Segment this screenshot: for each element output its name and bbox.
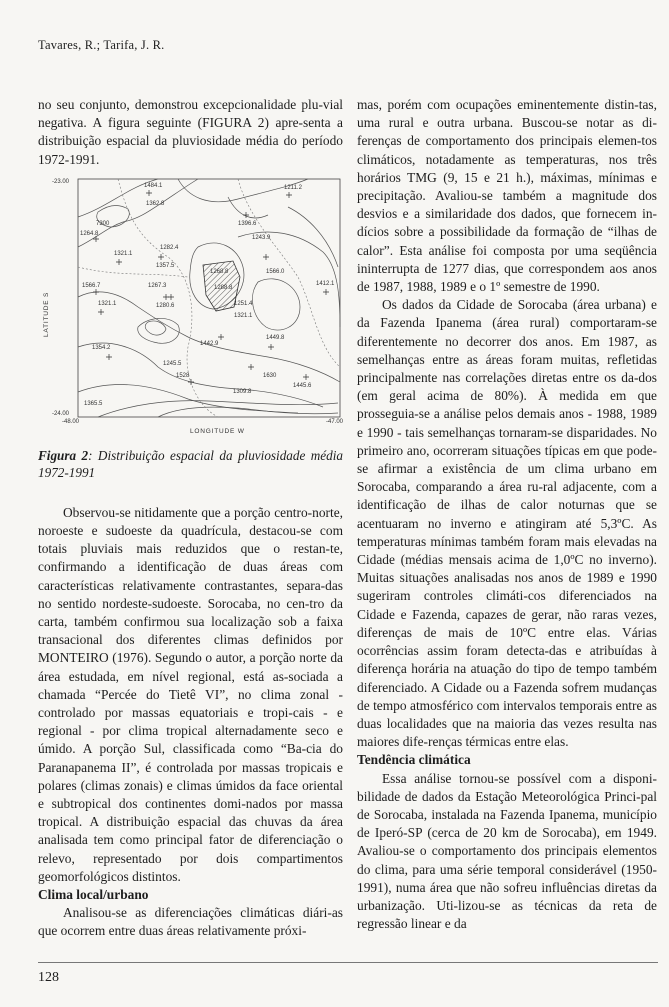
lat-top-label: -23.00 <box>52 178 70 185</box>
map-value: 1445.6 <box>293 382 312 389</box>
map-value: 1354.2 <box>92 344 111 351</box>
map-value: 1211.2 <box>284 184 302 191</box>
intro-paragraph: no seu conjunto, demonstrou excepcionalidade plu-vial negativa. A figura seguinte (FIGURA 2) apre-senta a distribuição espacial da pluviosidade média do período 1972-1991. <box>38 97 343 167</box>
map-value: 1357.5 <box>156 262 175 269</box>
map-value: 1243.9 <box>252 234 271 241</box>
body-paragraph: mas, porém com ocupações eminentemente distin-tas, uma rural e outra urbana. Buscou-se notar as di-ferenças de comportamento dos principais elemen-tos climáticos, notadamente as temperaturas, nos três horários TMG (9, 15 e 21 h.), máximas, mínimas e precipitação. Avaliou-se também a magnitude dos desvios e a similaridade dos dados, que fornecem in-dícios sobre a possibilidade da formação de “ilhas de calor”. Esta análise foi composta por uma seqüência ininterrupta de 1277 dias, que correspondem aos anos de 1987, 1988, 1989 e o 1º semestre de 1990. <box>357 97 657 295</box>
map-value: 1288.8 <box>214 284 233 291</box>
lon-right-label: -47.00 <box>326 418 343 425</box>
map-value: 1264.8 <box>80 230 99 237</box>
map-value: 1268.8 <box>210 268 229 275</box>
map-value: 1442.9 <box>200 340 219 347</box>
map-value: 1528 <box>176 372 190 379</box>
left-column <box>38 96 343 941</box>
footer-rule <box>38 962 658 963</box>
map-value: 1321.1 <box>234 312 253 319</box>
map-value: 1449.8 <box>266 334 285 341</box>
figure-2-isohyet-map <box>38 177 343 447</box>
section-heading-clima-local: Clima local/urbano <box>38 887 149 903</box>
y-axis-label: LATITUDE S <box>43 291 50 337</box>
section-heading-tendencia: Tendência climática <box>357 752 471 768</box>
x-axis-label: LONGITUDE W <box>190 427 245 435</box>
map-value: 1267.3 <box>148 282 167 289</box>
body-paragraph: Essa análise tornou-se possível com a disponi-bilidade de dados da Estação Meteorológica Princi-pal de Sorocaba, instalada na Fazenda Ipanema, município de Iperó-SP (cerca de 20 km de Sorocaba), em 1949. Avaliou-se o comportamento dos principais elementos do clima, para uma série temporal considerável (1950-1991), numa área que não sofreu influências diretas da urbanização. Uti-lizou-se as técnicas da reta de regressão linear e da <box>357 770 657 932</box>
right-column <box>357 96 657 933</box>
map-value: 1484.1 <box>144 182 163 189</box>
map-value: 1245.5 <box>163 360 182 367</box>
map-value: 1362.8 <box>146 200 165 207</box>
map-value: 1321.1 <box>98 300 117 307</box>
page-number: 128 <box>38 970 59 985</box>
map-value: 1566.7 <box>82 282 101 289</box>
map-value: 1282.4 <box>160 244 179 251</box>
caption-text: : Distribuição espacial da pluviosidade média 1972-1991 <box>38 447 343 481</box>
body-paragraph: Analisou-se as diferenciações climáticas diári-as que ocorrem entre duas áreas relativamente próxi- <box>38 905 343 939</box>
lat-bottom-label: -24.00 <box>52 410 70 417</box>
caption-prefix: Figura 2 <box>38 447 89 463</box>
figure-caption <box>38 447 343 482</box>
body-paragraph: Os dados da Cidade de Sorocaba (área urbana) e da Fazenda Ipanema (área rural) comportaram-se diferentemente no decorrer dos anos. Em 1987, as semelhanças entre as áreas foram muitas, refletidas principalmente nas correlações diretas entre os da-dos (em geral acima de 80%). À medida em que prosseguia-se a análise pelos demais anos - 1988, 1989 e 1990 - tais semelhanças tornaram-se disparidades. No primeiro ano, ocorreram situações típicas em que pode-se afirmar a existência de um clima urbano em Sorocaba, comparando a área ru-ral adjacente, com a identificação de ilhas de calor noturnas que se acentuaram no inverno e atingiram até 5,3ºC. As temperaturas mínimas também foram mais elevadas na Cidade (médias mensais acima de 1,0ºC no inverno). Muitas situações analisadas nos anos de 1989 e 1990 sugeriram controles climáti-cos diferenciados na Cidade e Fazenda, capazes de gerar, não raras vezes, diferenças de mais de 10ºC entre elas. Várias ocorrências assim foram detecta-das e atribuídas à diferença horária na atuação do tipo de tempo também diferenciado. A Cidade ou a Fazenda sofrem mudanças de tempo atmosférico com intervalos temporais entre as duas localidades que na maioria das vezes resulta nas maiores dife-renças térmicas entre elas. <box>357 297 657 750</box>
body-paragraph: Observou-se nitidamente que a porção centro-norte, noroeste e sudoeste da quadrícula, destacou-se com totais pluviais mais reduzidos que o restan-te, confirmando a identificação de duas áreas com características relativamente contrastantes, separa-das no sentido nordeste-sudoeste. Sorocaba, no cen-tro da carta, também confirmou sua localização sob a faixa transacional dos diferentes climas definidos por MONTEIRO (1976). Segundo o autor, a porção norte da área estudada, em nível regional, está as-sociada a chamada “Percée do Tietê VI”, no clima zonal - controlado por massas equatoriais e tropi-cais - e regional - por clima tropical alternadamente seco e úmido. A porção Sul, classificada como “Ba-cia do Paranapanema II”, é controlada por massas tropicais e polares (climas zonais) e climas úmidos da face oriental e subtropical dos continentes domi-nados por massa tropical. A distribuição espacial das chuvas da área analisada tem como principal fator de diferenciação o relevo, representado por dois compartimentos geomorfológicos distintos. <box>38 504 343 884</box>
map-value: 1412.1 <box>316 280 335 287</box>
map-value: 1309.8 <box>233 388 252 395</box>
isohyet-map-svg <box>38 177 343 447</box>
map-value: 1630 <box>263 372 277 379</box>
lon-left-label: -48.00 <box>62 418 80 425</box>
map-value: 7300 <box>96 220 110 227</box>
map-value: 1251.4 <box>234 300 253 307</box>
running-header: Tavares, R.; Tarifa, J. R. <box>38 38 165 52</box>
map-value: 1280.6 <box>156 302 175 309</box>
map-value: 1321.1 <box>114 250 133 257</box>
map-value: 1566.0 <box>266 268 285 275</box>
map-value: 1396.6 <box>238 220 257 227</box>
map-value: 1365.5 <box>84 400 103 407</box>
